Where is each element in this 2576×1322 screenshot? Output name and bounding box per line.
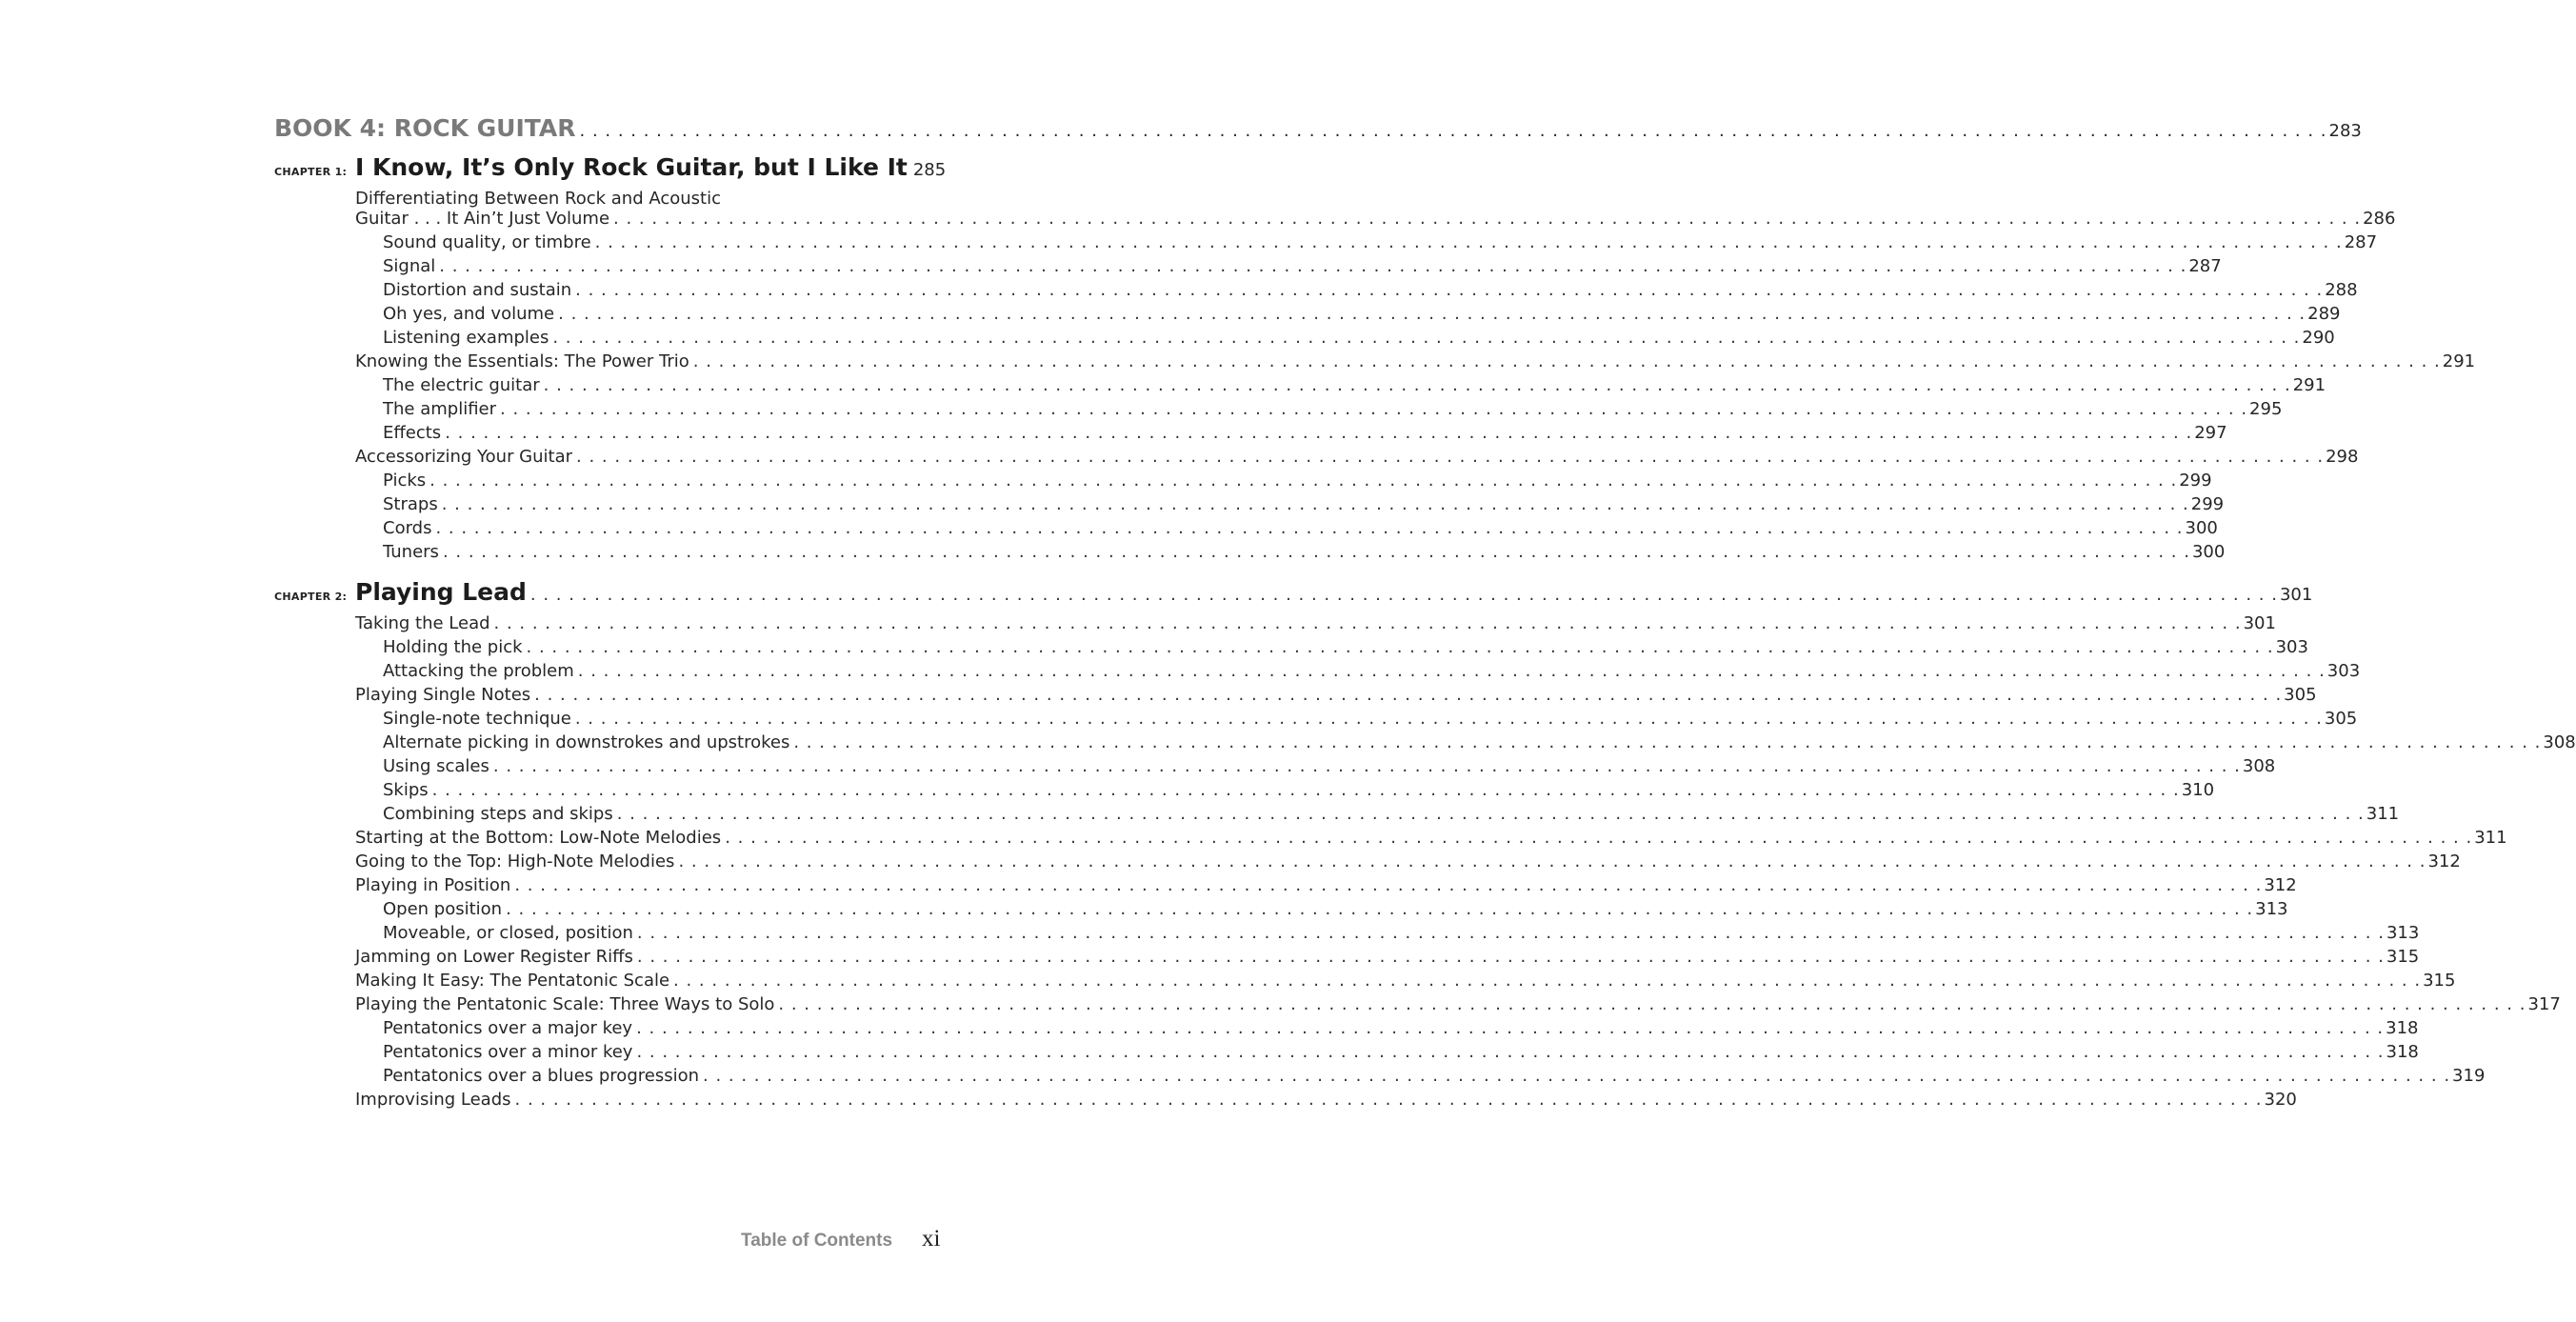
toc-subentry[interactable] (383, 302, 2341, 326)
book-title: BOOK 4: ROCK GUITAR (274, 114, 576, 142)
entry-page: 300 (2185, 518, 2218, 538)
entry-page: 286 (2363, 209, 2396, 229)
dot-leader (636, 1016, 2384, 1040)
entry-page: 318 (2386, 1018, 2419, 1038)
dot-leader (595, 230, 2343, 254)
toc-subentry[interactable] (383, 540, 2226, 564)
entry-page: 295 (2249, 399, 2283, 419)
entry-page: 319 (2452, 1066, 2486, 1086)
entry-label: Pentatonics over a major key (383, 1018, 633, 1038)
toc-entry[interactable] (355, 945, 2420, 969)
dot-leader (442, 492, 2189, 516)
entry-page: 299 (2190, 494, 2225, 514)
entry-label: The amplifier (383, 399, 497, 419)
toc-subentry[interactable] (383, 516, 2218, 540)
toc-subentry[interactable] (383, 635, 2308, 659)
entry-label: Taking the Lead (355, 613, 490, 633)
toc-entry[interactable] (355, 1088, 2297, 1112)
entry-page: 287 (2188, 256, 2222, 276)
entry-page: 318 (2386, 1042, 2419, 1062)
entry-label: Distortion and sustain (383, 280, 572, 300)
page-number: xi (922, 1226, 941, 1252)
entry-label: Effects (383, 423, 442, 443)
toc-subentry[interactable] (383, 254, 2222, 278)
toc-subentry[interactable] (383, 421, 2227, 445)
entry-label: Signal (383, 256, 436, 276)
toc-entry-first-line[interactable]: Differentiating Between Rock and Acoustic (355, 189, 721, 209)
entry-page: 311 (2474, 828, 2507, 848)
entry-page: 320 (2264, 1090, 2297, 1110)
dot-leader (778, 992, 2526, 1016)
dot-leader (613, 207, 2361, 230)
entry-label: Holding the pick (383, 637, 523, 657)
entry-label: Making It Easy: The Pentatonic Scale (355, 971, 670, 991)
entry-label: The electric guitar (383, 375, 540, 395)
entry-page: 311 (2366, 804, 2400, 824)
toc-entry[interactable] (355, 850, 2461, 873)
toc-subentry[interactable] (383, 659, 2361, 683)
entry-label: Going to the Top: High-Note Melodies (355, 851, 675, 871)
toc-subentry[interactable] (383, 1016, 2419, 1040)
toc-subentry[interactable] (383, 897, 2288, 921)
dot-leader (429, 469, 2177, 492)
entry-label: Jamming on Lower Register Riffs (355, 947, 633, 967)
dot-leader (725, 826, 2472, 850)
toc-entry[interactable] (355, 350, 2476, 373)
entry-page: 297 (2194, 423, 2227, 443)
entry-page: 315 (2423, 971, 2456, 991)
dot-leader (576, 445, 2324, 469)
toc-subentry[interactable] (383, 707, 2358, 731)
entry-page: 305 (2284, 685, 2317, 705)
entry-label: Alternate picking in downstrokes and upstrokes (383, 732, 790, 752)
dot-leader (703, 1064, 2450, 1088)
entry-label: Moveable, or closed, position (383, 923, 633, 943)
entry-page: 291 (2442, 351, 2476, 371)
entry-page: 308 (2242, 756, 2276, 776)
dot-leader (506, 897, 2253, 921)
entry-label: Single-note technique (383, 709, 571, 729)
entry-label: Tuners (383, 542, 439, 562)
entry-page: 290 (2302, 328, 2335, 348)
toc-subentry[interactable] (383, 921, 2420, 945)
toc-entry[interactable] (355, 611, 2276, 635)
entry-page: 317 (2527, 994, 2561, 1014)
dot-leader (693, 350, 2441, 373)
entry-page: 305 (2324, 709, 2358, 729)
entry-label: Combining steps and skips (383, 804, 613, 824)
dot-leader (435, 516, 2183, 540)
entry-label: Attacking the problem (383, 661, 574, 681)
dot-leader (500, 397, 2247, 421)
entry-page: 313 (2386, 923, 2420, 943)
dot-leader (494, 611, 2242, 635)
entry-label: Using scales (383, 756, 489, 776)
toc-subentry[interactable] (383, 469, 2212, 492)
chapter-2-label: CHAPTER 2: (274, 591, 348, 603)
dot-leader (558, 302, 2306, 326)
entry-page: 287 (2344, 232, 2378, 252)
entry-label: Guitar . . . It Ain’t Just Volume (355, 209, 610, 229)
running-footer-title: Table of Contents (741, 1231, 893, 1251)
dot-leader (793, 731, 2541, 754)
toc-subentry[interactable] (383, 278, 2358, 302)
dot-leader (637, 921, 2385, 945)
entry-page: 310 (2181, 780, 2215, 800)
dot-leader (527, 635, 2274, 659)
dot-leader (530, 579, 2278, 611)
dot-leader (580, 115, 2327, 148)
entry-label: Improvising Leads (355, 1090, 511, 1110)
entry-label: Picks (383, 471, 427, 491)
chapter-2-title: Playing Lead (355, 578, 527, 606)
entry-label: Starting at the Bottom: Low-Note Melodies (355, 828, 722, 848)
entry-label: Cords (383, 518, 432, 538)
dot-leader (578, 659, 2326, 683)
book-heading[interactable] (274, 112, 2362, 148)
toc-entry[interactable] (355, 445, 2359, 469)
entry-page: 308 (2543, 732, 2576, 752)
entry-label: Skips (383, 780, 429, 800)
entry-page: 300 (2191, 542, 2226, 562)
entry-page: 288 (2325, 280, 2358, 300)
toc-subentry[interactable] (383, 492, 2225, 516)
dot-leader (439, 254, 2187, 278)
dot-leader (636, 1040, 2384, 1064)
chapter-1-heading[interactable] (274, 151, 947, 189)
toc-entry[interactable] (355, 873, 2297, 897)
toc-entry[interactable] (355, 826, 2507, 850)
toc-subentry[interactable] (383, 778, 2215, 802)
dot-leader (552, 326, 2300, 350)
entry-page: 303 (2275, 637, 2308, 657)
toc-subentry[interactable] (383, 397, 2283, 421)
entry-label: Accessorizing Your Guitar (355, 447, 573, 467)
entry-label: Playing Single Notes (355, 685, 531, 705)
chapter-2-heading[interactable] (274, 576, 2313, 613)
chapter-1-label: CHAPTER 1: (274, 166, 348, 178)
entry-page: 313 (2255, 899, 2288, 919)
dot-leader (544, 373, 2291, 397)
dot-leader (443, 540, 2190, 564)
entry-page: 289 (2307, 304, 2341, 324)
entry-label: Open position (383, 899, 503, 919)
entry-label: Pentatonics over a minor key (383, 1042, 633, 1062)
entry-page: 303 (2326, 661, 2361, 681)
dot-leader (493, 754, 2241, 778)
dot-leader (637, 945, 2385, 969)
entry-label: Playing in Position (355, 875, 511, 895)
entry-page: 301 (2243, 613, 2276, 633)
entry-page: 312 (2427, 851, 2461, 871)
toc-subentry[interactable] (383, 373, 2326, 397)
dot-leader (617, 802, 2365, 826)
dot-leader (514, 873, 2262, 897)
toc-subentry[interactable] (383, 230, 2378, 254)
entry-page: 298 (2326, 447, 2359, 467)
dot-leader (673, 969, 2421, 992)
chapter-1-page: 285 (912, 160, 947, 180)
toc-subentry[interactable] (383, 1064, 2486, 1088)
toc-entry[interactable] (355, 683, 2317, 707)
toc-subentry[interactable] (383, 802, 2400, 826)
entry-label: Sound quality, or timbre (383, 232, 591, 252)
entry-label: Oh yes, and volume (383, 304, 555, 324)
toc-subentry[interactable] (383, 754, 2276, 778)
entry-label: Listening examples (383, 328, 549, 348)
dot-leader (515, 1088, 2263, 1112)
chapter-1-title: I Know, It’s Only Rock Guitar, but I Like It (355, 153, 908, 181)
toc-entry[interactable] (355, 207, 2396, 230)
toc-subentry[interactable] (383, 731, 2576, 754)
entry-label: Pentatonics over a blues progression (383, 1066, 700, 1086)
entry-page: 291 (2292, 375, 2326, 395)
entry-page: 315 (2386, 947, 2420, 967)
dot-leader (445, 421, 2192, 445)
toc-entry[interactable] (355, 969, 2456, 992)
toc-subentry[interactable] (383, 1040, 2419, 1064)
entry-label: Knowing the Essentials: The Power Trio (355, 351, 689, 371)
entry-page: 312 (2264, 875, 2297, 895)
dot-leader (678, 850, 2426, 873)
dot-leader (575, 278, 2323, 302)
entry-page: 299 (2179, 471, 2212, 491)
chapter-2-page: 301 (2279, 585, 2313, 605)
dot-leader (432, 778, 2180, 802)
dot-leader (575, 707, 2323, 731)
dot-leader (534, 683, 2282, 707)
book-page: 283 (2328, 121, 2362, 141)
toc-entry[interactable] (355, 992, 2561, 1016)
toc-subentry[interactable] (383, 326, 2335, 350)
entry-label: Playing the Pentatonic Scale: Three Ways to Solo (355, 994, 775, 1014)
entry-label: Straps (383, 494, 438, 514)
